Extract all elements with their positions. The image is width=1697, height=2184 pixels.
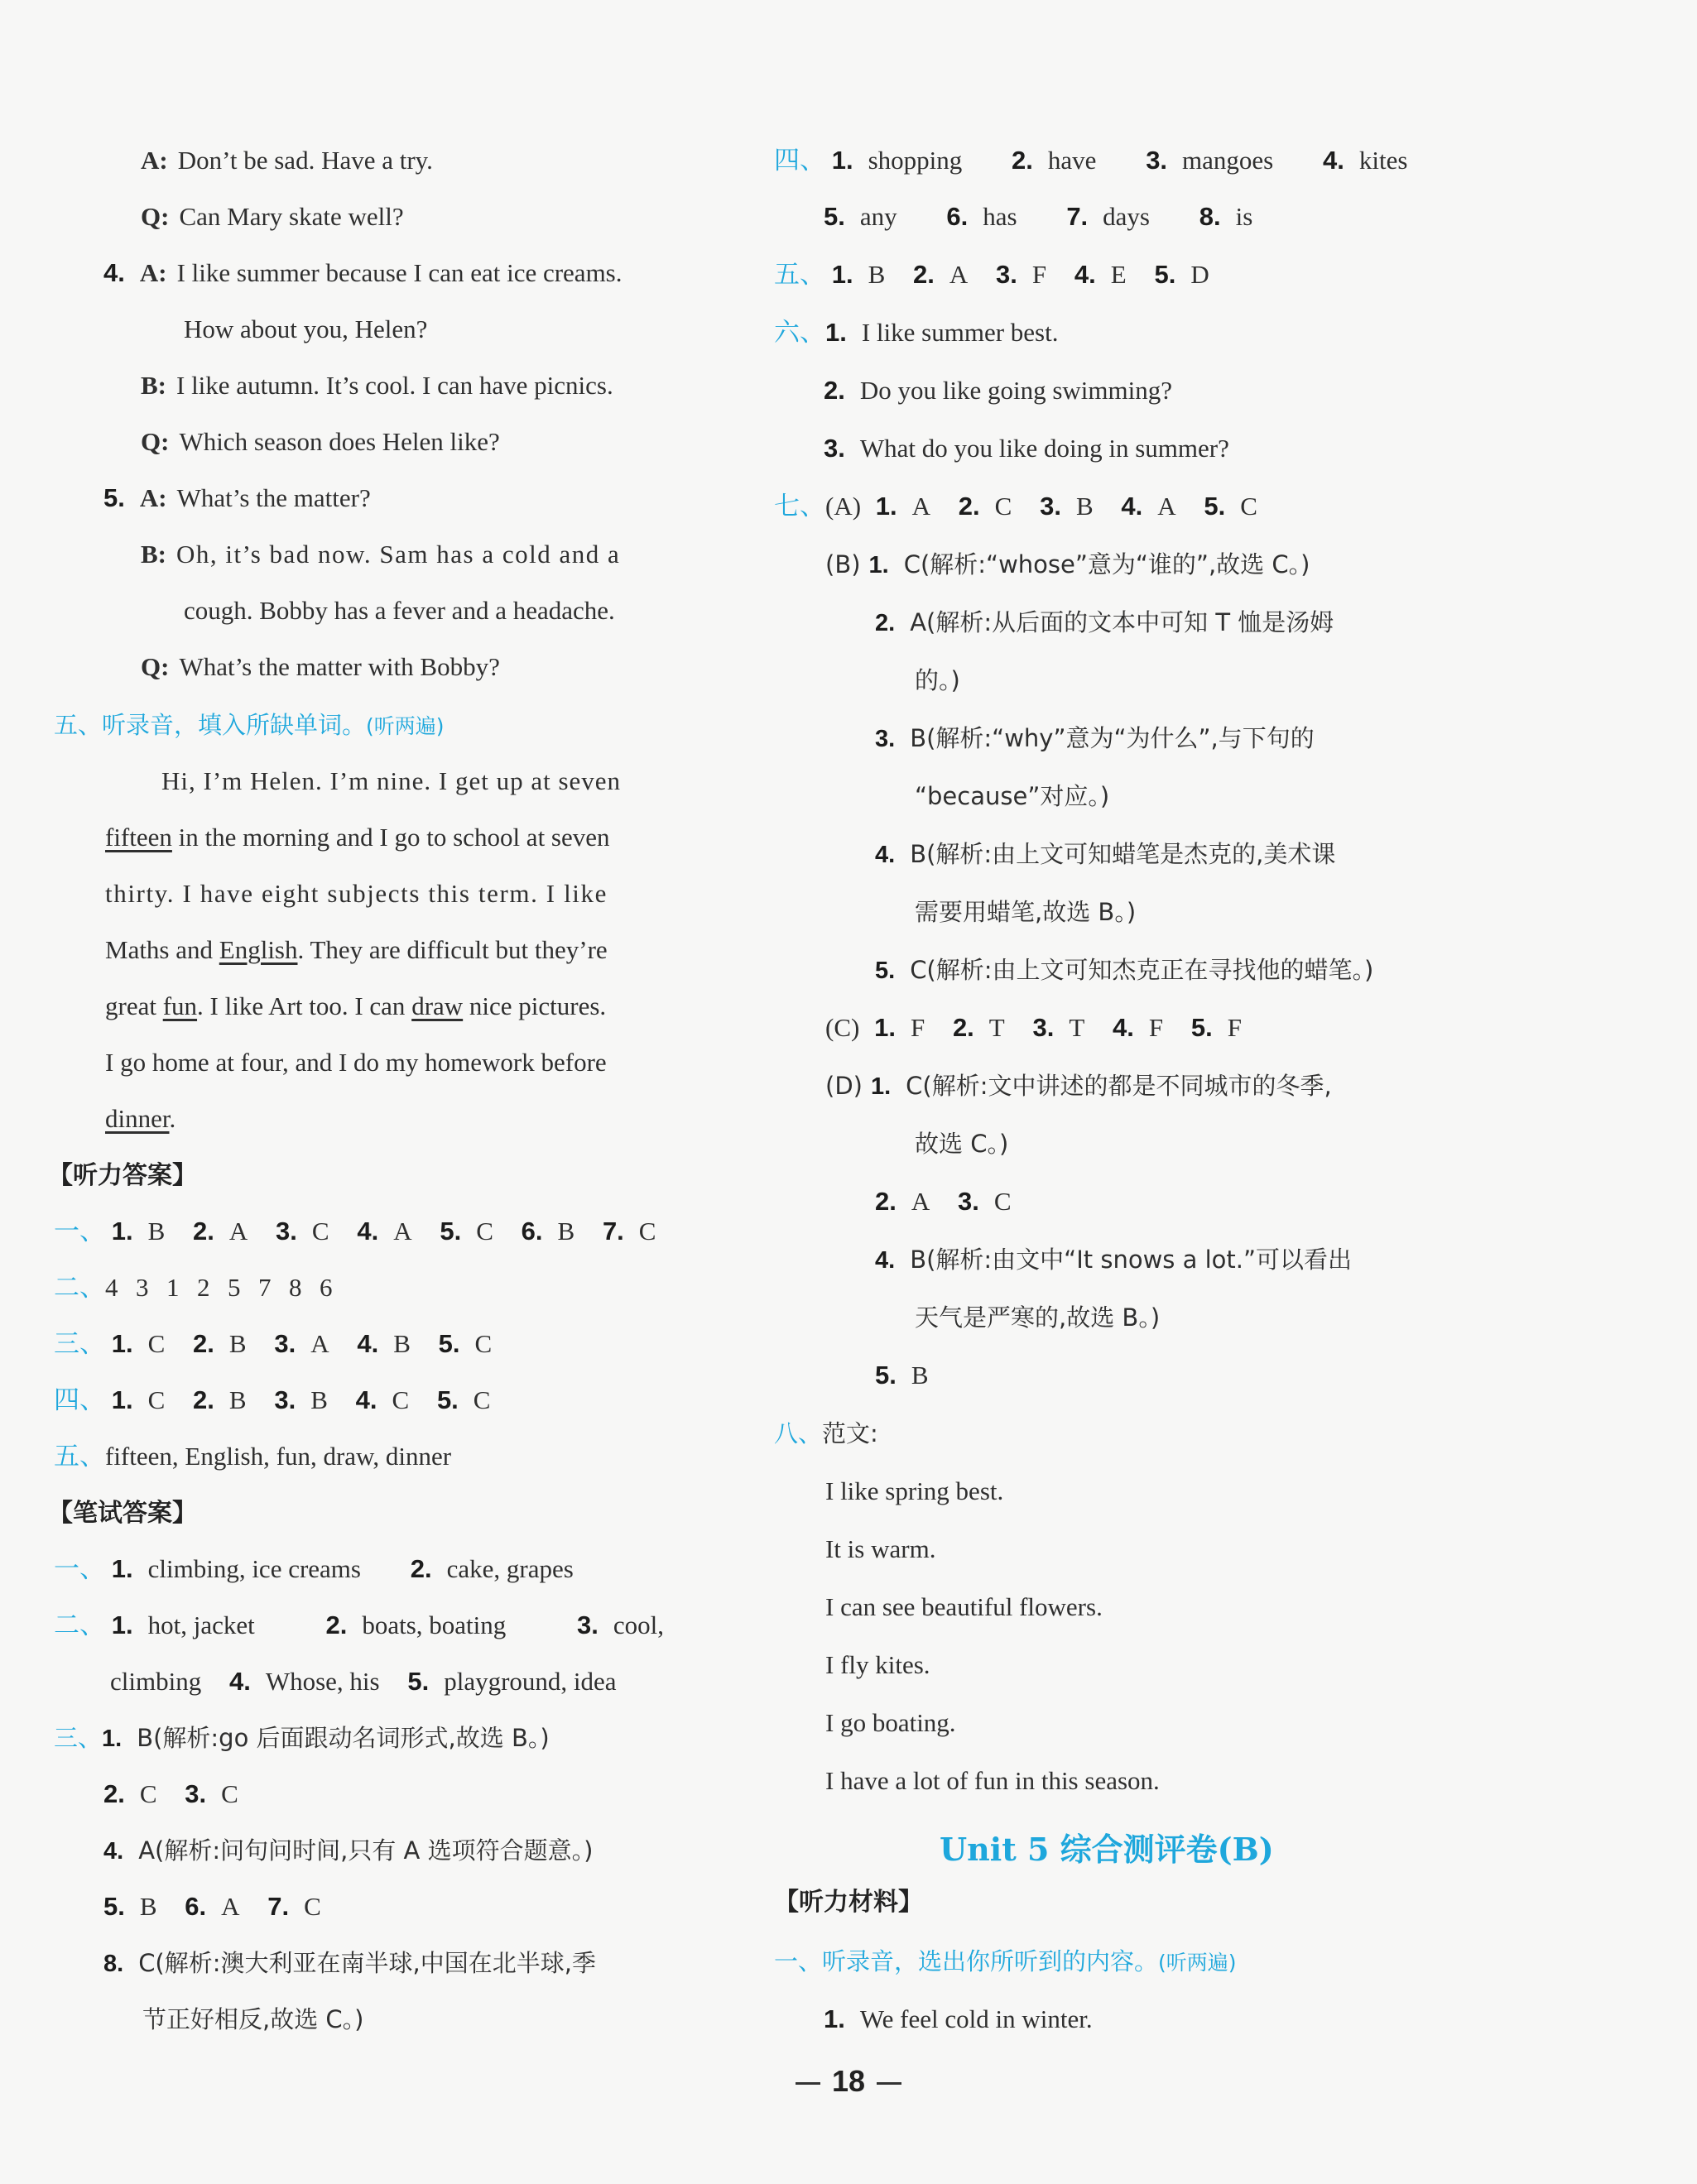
dialogue-line: B: I like autumn. It’s cool. I can have picnics. bbox=[141, 371, 613, 400]
answer-row: 需要用蜡笔,故选 B。) bbox=[915, 898, 1137, 926]
answer-row: 2. A(解析:从后面的文本中可知 T 恤是汤姆 bbox=[875, 608, 1334, 636]
answer-row: 天气是严寒的,故选 B。) bbox=[915, 1303, 1161, 1332]
answer-row: 二、4 3 1 2 5 7 8 6 bbox=[54, 1273, 334, 1303]
passage-line: fifteen in the morning and I go to school at seven bbox=[105, 823, 610, 852]
passage-line: great fun. I like Art too. I can draw nice pictures. bbox=[105, 991, 607, 1020]
passage-line: dinner. bbox=[105, 1104, 176, 1133]
answer-row: 八、范文: bbox=[774, 1419, 878, 1447]
answer-row: 3. B(解析:“why”意为“为什么”,与下句的 bbox=[875, 724, 1315, 752]
passage-line: Maths and English. They are difficult but they’re bbox=[105, 935, 608, 964]
dialogue-line: 4. A: I like summer because I can eat ice creams. bbox=[103, 258, 623, 287]
passage-line: thirty. I have eight subjects this term. I like bbox=[105, 879, 608, 908]
answer-row: 五、fifteen, English, fun, draw, dinner bbox=[54, 1442, 452, 1471]
answer-row: 3. What do you like doing in summer? bbox=[824, 434, 1229, 463]
answer-row: 一、 1. B 2. A 3. C 4. A 5. C 6. B 7. C bbox=[54, 1217, 656, 1246]
answer-row: 4. B(解析:由上文可知蜡笔是杰克的,美术课 bbox=[875, 840, 1336, 868]
section-heading: 一、听录音，选出你所听到的内容。(听两遍) bbox=[774, 1947, 1237, 1975]
answer-row: 二、 1. hot, jacket 2. boats, boating 3. cool, bbox=[54, 1610, 664, 1640]
dialogue-line: A: Don’t be sad. Have a try. bbox=[141, 146, 433, 175]
dialogue-line: B: Oh, it’s bad now. Sam has a cold and a bbox=[141, 540, 621, 569]
answer-row: 5. C(解析:由上文可知杰克正在寻找他的蜡笔。) bbox=[875, 956, 1374, 984]
essay-line: I go boating. bbox=[825, 1708, 956, 1737]
answer-row: “because”对应。) bbox=[915, 782, 1110, 810]
answer-row: (D) 1. C(解析:文中讲述的都是不同城市的冬季, bbox=[825, 1072, 1332, 1100]
answer-blank: fifteen bbox=[105, 823, 172, 852]
material-line: 1. We feel cold in winter. bbox=[824, 2004, 1093, 2033]
dialogue-line: cough. Bobby has a fever and a headache. bbox=[184, 596, 615, 625]
answer-row: 4. B(解析:由文中“It snows a lot.”可以看出 bbox=[875, 1246, 1353, 1274]
answer-row: 六、1. I like summer best. bbox=[774, 318, 1059, 348]
listening-answers-heading: 【听力答案】 bbox=[48, 1161, 197, 1190]
page-number: 18 bbox=[0, 2064, 1697, 2099]
answer-row: 5. B 6. A 7. C bbox=[103, 1892, 321, 1921]
answer-row: (B) 1. C(解析:“whose”意为“谁的”,故选 C。) bbox=[825, 550, 1310, 578]
answer-row: 三、1. B(解析:go 后面跟动名词形式,故选 B。) bbox=[54, 1724, 550, 1752]
essay-line: I can see beautiful flowers. bbox=[825, 1592, 1103, 1621]
answer-row: 四、 1. C 2. B 3. B 4. C 5. C bbox=[54, 1385, 491, 1415]
answer-row: 节正好相反,故选 C。) bbox=[142, 2005, 364, 2033]
passage-line: Hi, I’m Helen. I’m nine. I get up at seven bbox=[161, 766, 622, 795]
dialogue-line: Q: Which season does Helen like? bbox=[141, 427, 500, 456]
answer-row: 故选 C。) bbox=[915, 1130, 1009, 1158]
answer-row: 2. C 3. C bbox=[103, 1779, 238, 1808]
answer-blank: dinner bbox=[105, 1104, 170, 1133]
answer-row: 的。) bbox=[915, 666, 960, 694]
answer-row: climbing 4. Whose, his 5. playground, idea bbox=[110, 1667, 617, 1696]
answer-row: 5. B bbox=[875, 1361, 929, 1390]
answer-row: 4. A(解析:问句问时间,只有 A 选项符合题意。) bbox=[103, 1836, 594, 1865]
essay-line: I have a lot of fun in this season. bbox=[825, 1766, 1160, 1795]
answer-row: (C) 1. F 2. T 3. T 4. F 5. F bbox=[825, 1013, 1242, 1042]
answer-row: 2. A 3. C bbox=[875, 1187, 1012, 1216]
dialogue-line: 5. A: What’s the matter? bbox=[103, 483, 371, 512]
essay-line: It is warm. bbox=[825, 1534, 936, 1563]
answer-row: 四、 1. shopping 2. have 3. mangoes 4. kites bbox=[774, 146, 1408, 175]
essay-line: I like spring best. bbox=[825, 1476, 1004, 1505]
answer-blank: draw bbox=[411, 991, 464, 1020]
unit-title: Unit 5 综合测评卷(B) bbox=[940, 1831, 1274, 1868]
answer-blank: fun bbox=[162, 991, 198, 1020]
listening-materials-heading: 【听力材料】 bbox=[774, 1888, 923, 1917]
passage-line: I go home at four, and I do my homework before bbox=[105, 1048, 607, 1077]
answer-row: 5. any 6. has 7. days 8. is bbox=[824, 202, 1253, 231]
dialogue-line: How about you, Helen? bbox=[184, 314, 428, 343]
answer-row: 三、 1. C 2. B 3. A 4. B 5. C bbox=[54, 1329, 493, 1359]
dialogue-line: Q: Can Mary skate well? bbox=[141, 202, 404, 231]
essay-line: I fly kites. bbox=[825, 1650, 930, 1679]
answer-row: 一、 1. climbing, ice creams 2. cake, grapes bbox=[54, 1554, 574, 1584]
answer-row: 2. Do you like going swimming? bbox=[824, 376, 1173, 405]
dialogue-line: Q: What’s the matter with Bobby? bbox=[141, 652, 500, 681]
written-answers-heading: 【笔试答案】 bbox=[48, 1499, 197, 1528]
answer-blank: English bbox=[219, 935, 298, 964]
section-heading: 五、听录音，填入所缺单词。(听两遍) bbox=[54, 711, 445, 739]
answer-row: 七、(A) 1. A 2. C 3. B 4. A 5. C bbox=[774, 492, 1257, 521]
answer-row: 五、 1. B 2. A 3. F 4. E 5. D bbox=[774, 260, 1209, 290]
answer-row: 8. C(解析:澳大利亚在南半球,中国在北半球,季 bbox=[103, 1949, 596, 1977]
